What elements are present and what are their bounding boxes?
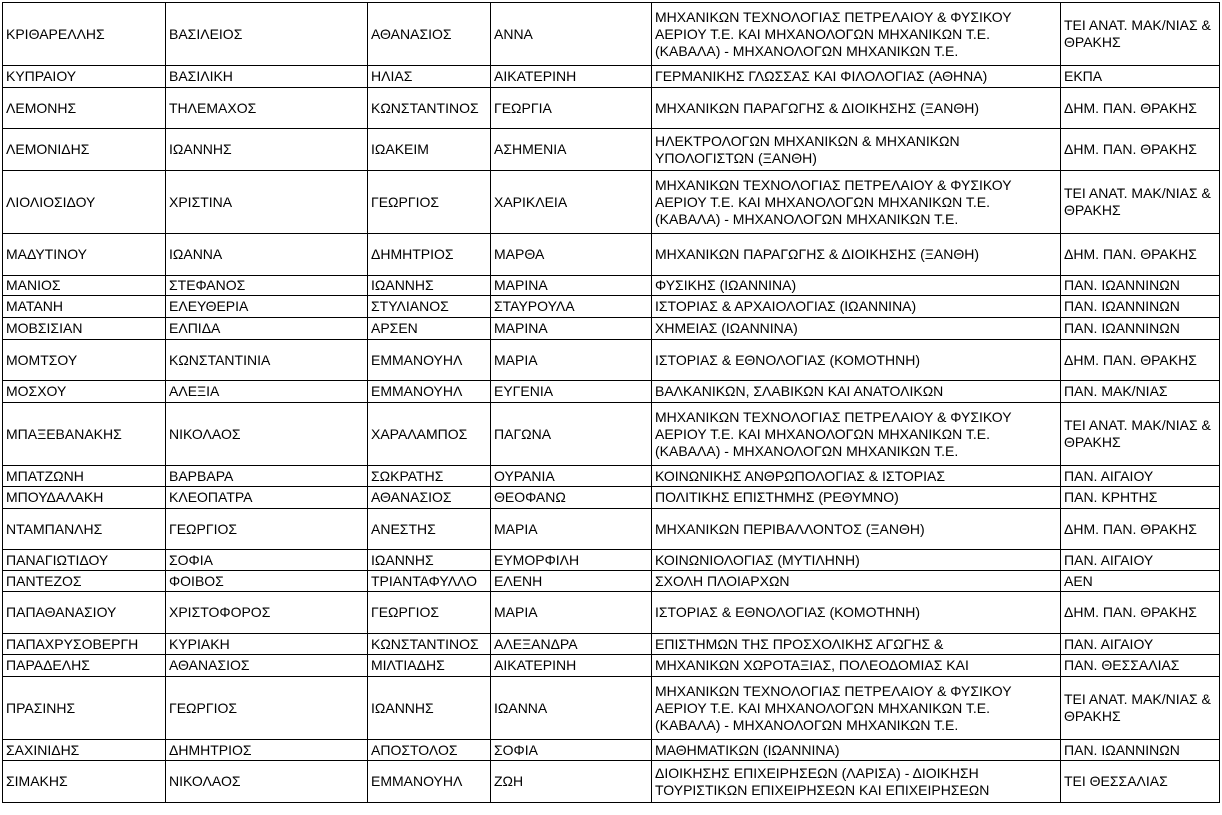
cell-department: ΜΗΧΑΝΙΚΩΝ ΤΕΧΝΟΛΟΓΙΑΣ ΠΕΤΡΕΛΑΙΟΥ & ΦΥΣΙΚΟΥ ΑΕΡΙΟΥ Τ.Ε. ΚΑΙ ΜΗΧΑΝΟΛΟΓΩΝ ΜΗΧΑΝΙΚΩΝ Τ.Ε. (ΚΑΒΑΛΑ) - ΜΗΧΑΝΟΛΟΓΩΝ ΜΗΧΑΝΙΚΩΝ Τ.Ε.	[652, 403, 1061, 466]
cell-department: ΒΑΛΚΑΝΙΚΩΝ, ΣΛΑΒΙΚΩΝ ΚΑΙ ΑΝΑΤΟΛΙΚΩΝ	[652, 381, 1061, 403]
cell-department: ΜΗΧΑΝΙΚΩΝ ΤΕΧΝΟΛΟΓΙΑΣ ΠΕΤΡΕΛΑΙΟΥ & ΦΥΣΙΚΟΥ ΑΕΡΙΟΥ Τ.Ε. ΚΑΙ ΜΗΧΑΝΟΛΟΓΩΝ ΜΗΧΑΝΙΚΩΝ Τ.Ε. (ΚΑΒΑΛΑ) - ΜΗΧΑΝΟΛΟΓΩΝ ΜΗΧΑΝΙΚΩΝ Τ.Ε.	[652, 171, 1061, 234]
cell-first-name: ΧΡΙΣΤΙΝΑ	[166, 171, 368, 234]
cell-institution: ΔΗΜ. ΠΑΝ. ΘΡΑΚΗΣ	[1061, 340, 1220, 381]
cell-surname: ΜΠΑΞΕΒΑΝΑΚΗΣ	[3, 403, 166, 466]
table-row	[3, 276, 1220, 296]
cell-institution: ΔΗΜ. ΠΑΝ. ΘΡΑΚΗΣ	[1061, 129, 1220, 171]
table-row	[3, 634, 1220, 655]
cell-father-name: ΙΩΑΚΕΙΜ	[368, 129, 491, 171]
cell-department: ΦΥΣΙΚΗΣ (ΙΩΑΝΝΙΝΑ)	[652, 276, 1061, 296]
cell-surname: ΜΑΤΑΝΗ	[3, 296, 166, 318]
cell-mother-name: ΣΟΦΙΑ	[491, 740, 652, 761]
table-row	[3, 3, 1220, 66]
cell-department: ΓΕΡΜΑΝΙΚΗΣ ΓΛΩΣΣΑΣ ΚΑΙ ΦΙΛΟΛΟΓΙΑΣ (ΑΘΗΝΑ)	[652, 66, 1061, 88]
table-row	[3, 296, 1220, 318]
cell-department: ΜΗΧΑΝΙΚΩΝ ΤΕΧΝΟΛΟΓΙΑΣ ΠΕΤΡΕΛΑΙΟΥ & ΦΥΣΙΚΟΥ ΑΕΡΙΟΥ Τ.Ε. ΚΑΙ ΜΗΧΑΝΟΛΟΓΩΝ ΜΗΧΑΝΙΚΩΝ Τ.Ε. (ΚΑΒΑΛΑ) - ΜΗΧΑΝΟΛΟΓΩΝ ΜΗΧΑΝΙΚΩΝ Τ.Ε.	[652, 677, 1061, 740]
table-row	[3, 592, 1220, 634]
cell-surname: ΜΑΝΙΟΣ	[3, 276, 166, 296]
table-row	[3, 655, 1220, 677]
cell-father-name: ΑΝΕΣΤΗΣ	[368, 509, 491, 550]
table-row	[3, 509, 1220, 550]
table-row	[3, 550, 1220, 571]
cell-surname: ΜΠΟΥΔΑΛΑΚΗ	[3, 487, 166, 509]
cell-mother-name: ΑΝΝΑ	[491, 3, 652, 66]
table-row	[3, 571, 1220, 592]
table-row	[3, 487, 1220, 509]
cell-father-name: ΙΩΑΝΝΗΣ	[368, 276, 491, 296]
cell-first-name: ΙΩΑΝΝΑ	[166, 234, 368, 276]
cell-mother-name: ΑΣΗΜΕΝΙΑ	[491, 129, 652, 171]
cell-father-name: ΕΜΜΑΝΟΥΗΛ	[368, 340, 491, 381]
cell-mother-name: ΧΑΡΙΚΛΕΙΑ	[491, 171, 652, 234]
cell-department: ΜΗΧΑΝΙΚΩΝ ΤΕΧΝΟΛΟΓΙΑΣ ΠΕΤΡΕΛΑΙΟΥ & ΦΥΣΙΚΟΥ ΑΕΡΙΟΥ Τ.Ε. ΚΑΙ ΜΗΧΑΝΟΛΟΓΩΝ ΜΗΧΑΝΙΚΩΝ Τ.Ε. (ΚΑΒΑΛΑ) - ΜΗΧΑΝΟΛΟΓΩΝ ΜΗΧΑΝΙΚΩΝ Τ.Ε.	[652, 3, 1061, 66]
cell-mother-name: ΕΥΓΕΝΙΑ	[491, 381, 652, 403]
table-row	[3, 740, 1220, 761]
cell-surname: ΛΕΜΟΝΙΔΗΣ	[3, 129, 166, 171]
table-row	[3, 234, 1220, 276]
cell-department: ΠΟΛΙΤΙΚΗΣ ΕΠΙΣΤΗΜΗΣ (ΡΕΘΥΜΝΟ)	[652, 487, 1061, 509]
table-row	[3, 66, 1220, 88]
cell-father-name: ΣΩΚΡΑΤΗΣ	[368, 466, 491, 487]
cell-institution: ΔΗΜ. ΠΑΝ. ΘΡΑΚΗΣ	[1061, 592, 1220, 634]
cell-first-name: ΝΙΚΟΛΑΟΣ	[166, 761, 368, 803]
cell-father-name: ΚΩΝΣΤΑΝΤΙΝΟΣ	[368, 634, 491, 655]
cell-mother-name: ΕΥΜΟΡΦΙΛΗ	[491, 550, 652, 571]
cell-institution: ΔΗΜ. ΠΑΝ. ΘΡΑΚΗΣ	[1061, 234, 1220, 276]
cell-surname: ΠΡΑΣΙΝΗΣ	[3, 677, 166, 740]
cell-first-name: ΔΗΜΗΤΡΙΟΣ	[166, 740, 368, 761]
cell-department: ΗΛΕΚΤΡΟΛΟΓΩΝ ΜΗΧΑΝΙΚΩΝ & ΜΗΧΑΝΙΚΩΝ ΥΠΟΛΟΓΙΣΤΩΝ (ΞΑΝΘΗ)	[652, 129, 1061, 171]
cell-father-name: ΑΡΣΕΝ	[368, 318, 491, 340]
cell-institution: ΠΑΝ. ΙΩΑΝΝΙΝΩΝ	[1061, 318, 1220, 340]
cell-institution: ΠΑΝ. ΑΙΓΑΙΟΥ	[1061, 466, 1220, 487]
cell-department: ΚΟΙΝΩΝΙΟΛΟΓΙΑΣ (ΜΥΤΙΛΗΝΗ)	[652, 550, 1061, 571]
cell-father-name: ΑΠΟΣΤΟΛΟΣ	[368, 740, 491, 761]
cell-institution: ΑΕΝ	[1061, 571, 1220, 592]
cell-first-name: ΕΛΕΥΘΕΡΙΑ	[166, 296, 368, 318]
cell-mother-name: ΠΑΓΩΝΑ	[491, 403, 652, 466]
cell-father-name: ΑΘΑΝΑΣΙΟΣ	[368, 3, 491, 66]
cell-surname: ΠΑΡΑΔΕΛΗΣ	[3, 655, 166, 677]
cell-department: ΣΧΟΛΗ ΠΛΟΙΑΡΧΩΝ	[652, 571, 1061, 592]
cell-mother-name: ΜΑΡΙΝΑ	[491, 276, 652, 296]
cell-first-name: ΑΘΑΝΑΣΙΟΣ	[166, 655, 368, 677]
cell-institution: ΠΑΝ. ΘΕΣΣΑΛΙΑΣ	[1061, 655, 1220, 677]
cell-surname: ΠΑΝΑΓΙΩΤΙΔΟΥ	[3, 550, 166, 571]
cell-surname: ΣΑΧΙΝΙΔΗΣ	[3, 740, 166, 761]
cell-mother-name: ΜΑΡΙΑ	[491, 509, 652, 550]
cell-department: ΧΗΜΕΙΑΣ (ΙΩΑΝΝΙΝΑ)	[652, 318, 1061, 340]
cell-first-name: ΤΗΛΕΜΑΧΟΣ	[166, 88, 368, 129]
cell-first-name: ΚΥΡΙΑΚΗ	[166, 634, 368, 655]
cell-institution: ΤΕΙ ΑΝΑΤ. ΜΑΚ/ΝΙΑΣ & ΘΡΑΚΗΣ	[1061, 171, 1220, 234]
cell-department: ΕΠΙΣΤΗΜΩΝ ΤΗΣ ΠΡΟΣΧΟΛΙΚΗΣ ΑΓΩΓΗΣ &	[652, 634, 1061, 655]
table-row	[3, 466, 1220, 487]
table-row	[3, 129, 1220, 171]
table-row	[3, 340, 1220, 381]
table-row	[3, 171, 1220, 234]
cell-mother-name: ΣΤΑΥΡΟΥΛΑ	[491, 296, 652, 318]
cell-surname: ΜΟΒΣΙΣΙΑΝ	[3, 318, 166, 340]
cell-department: ΙΣΤΟΡΙΑΣ & ΕΘΝΟΛΟΓΙΑΣ (ΚΟΜΟΤΗΝΗ)	[652, 592, 1061, 634]
cell-institution: ΠΑΝ. ΙΩΑΝΝΙΝΩΝ	[1061, 740, 1220, 761]
cell-first-name: ΧΡΙΣΤΟΦΟΡΟΣ	[166, 592, 368, 634]
cell-institution: ΔΗΜ. ΠΑΝ. ΘΡΑΚΗΣ	[1061, 88, 1220, 129]
cell-mother-name: ΖΩΗ	[491, 761, 652, 803]
table-row	[3, 677, 1220, 740]
table-row	[3, 381, 1220, 403]
cell-mother-name: ΑΙΚΑΤΕΡΙΝΗ	[491, 655, 652, 677]
cell-mother-name: ΜΑΡΙΑ	[491, 592, 652, 634]
cell-department: ΚΟΙΝΩΝΙΚΗΣ ΑΝΘΡΩΠΟΛΟΓΙΑΣ & ΙΣΤΟΡΙΑΣ	[652, 466, 1061, 487]
cell-surname: ΛΙΟΛΙΟΣΙΔΟΥ	[3, 171, 166, 234]
cell-surname: ΚΥΠΡΑΙΟΥ	[3, 66, 166, 88]
table-row	[3, 318, 1220, 340]
cell-father-name: ΚΩΝΣΤΑΝΤΙΝΟΣ	[368, 88, 491, 129]
cell-surname: ΠΑΠΑΧΡΥΣΟΒΕΡΓΗ	[3, 634, 166, 655]
cell-department: ΔΙΟΙΚΗΣΗΣ ΕΠΙΧΕΙΡΗΣΕΩΝ (ΛΑΡΙΣΑ) - ΔΙΟΙΚΗΣΗ ΤΟΥΡΙΣΤΙΚΩΝ ΕΠΙΧΕΙΡΗΣΕΩΝ ΚΑΙ ΕΠΙΧΕΙΡΗΣΕΩΝ	[652, 761, 1061, 803]
cell-surname: ΛΕΜΟΝΗΣ	[3, 88, 166, 129]
cell-first-name: ΚΛΕΟΠΑΤΡΑ	[166, 487, 368, 509]
cell-father-name: ΗΛΙΑΣ	[368, 66, 491, 88]
cell-department: ΜΗΧΑΝΙΚΩΝ ΧΩΡΟΤΑΞΙΑΣ, ΠΟΛΕΟΔΟΜΙΑΣ ΚΑΙ	[652, 655, 1061, 677]
results-table	[2, 2, 1220, 803]
table-row	[3, 761, 1220, 803]
cell-institution: ΕΚΠΑ	[1061, 66, 1220, 88]
cell-first-name: ΑΛΕΞΙΑ	[166, 381, 368, 403]
cell-institution: ΤΕΙ ΑΝΑΤ. ΜΑΚ/ΝΙΑΣ & ΘΡΑΚΗΣ	[1061, 677, 1220, 740]
table-body	[3, 3, 1220, 803]
cell-surname: ΜΟΣΧΟΥ	[3, 381, 166, 403]
cell-father-name: ΕΜΜΑΝΟΥΗΛ	[368, 761, 491, 803]
cell-surname: ΜΟΜΤΣΟΥ	[3, 340, 166, 381]
cell-institution: ΠΑΝ. ΑΙΓΑΙΟΥ	[1061, 550, 1220, 571]
table-row	[3, 88, 1220, 129]
cell-mother-name: ΙΩΑΝΝΑ	[491, 677, 652, 740]
cell-surname: ΠΑΝΤΕΖΟΣ	[3, 571, 166, 592]
cell-first-name: ΒΑΡΒΑΡΑ	[166, 466, 368, 487]
cell-father-name: ΔΗΜΗΤΡΙΟΣ	[368, 234, 491, 276]
cell-mother-name: ΜΑΡΙΑ	[491, 340, 652, 381]
cell-mother-name: ΜΑΡΘΑ	[491, 234, 652, 276]
cell-first-name: ΙΩΑΝΝΗΣ	[166, 129, 368, 171]
cell-mother-name: ΜΑΡΙΝΑ	[491, 318, 652, 340]
cell-mother-name: ΕΛΕΝΗ	[491, 571, 652, 592]
cell-surname: ΚΡΙΘΑΡΕΛΛΗΣ	[3, 3, 166, 66]
cell-department: ΜΑΘΗΜΑΤΙΚΩΝ (ΙΩΑΝΝΙΝΑ)	[652, 740, 1061, 761]
cell-father-name: ΕΜΜΑΝΟΥΗΛ	[368, 381, 491, 403]
cell-institution: ΤΕΙ ΑΝΑΤ. ΜΑΚ/ΝΙΑΣ & ΘΡΑΚΗΣ	[1061, 403, 1220, 466]
cell-mother-name: ΑΙΚΑΤΕΡΙΝΗ	[491, 66, 652, 88]
cell-surname: ΝΤΑΜΠΑΝΛΗΣ	[3, 509, 166, 550]
cell-first-name: ΝΙΚΟΛΑΟΣ	[166, 403, 368, 466]
cell-institution: ΠΑΝ. ΚΡΗΤΗΣ	[1061, 487, 1220, 509]
cell-institution: ΔΗΜ. ΠΑΝ. ΘΡΑΚΗΣ	[1061, 509, 1220, 550]
cell-institution: ΠΑΝ. ΑΙΓΑΙΟΥ	[1061, 634, 1220, 655]
cell-department: ΙΣΤΟΡΙΑΣ & ΕΘΝΟΛΟΓΙΑΣ (ΚΟΜΟΤΗΝΗ)	[652, 340, 1061, 381]
cell-department: ΜΗΧΑΝΙΚΩΝ ΠΑΡΑΓΩΓΗΣ & ΔΙΟΙΚΗΣΗΣ (ΞΑΝΘΗ)	[652, 234, 1061, 276]
cell-first-name: ΒΑΣΙΛΙΚΗ	[166, 66, 368, 88]
cell-father-name: ΣΤΥΛΙΑΝΟΣ	[368, 296, 491, 318]
cell-father-name: ΑΘΑΝΑΣΙΟΣ	[368, 487, 491, 509]
cell-father-name: ΙΩΑΝΝΗΣ	[368, 677, 491, 740]
cell-father-name: ΙΩΑΝΝΗΣ	[368, 550, 491, 571]
cell-first-name: ΓΕΩΡΓΙΟΣ	[166, 509, 368, 550]
cell-father-name: ΜΙΛΤΙΑΔΗΣ	[368, 655, 491, 677]
cell-first-name: ΣΤΕΦΑΝΟΣ	[166, 276, 368, 296]
cell-surname: ΠΑΠΑΘΑΝΑΣΙΟΥ	[3, 592, 166, 634]
cell-mother-name: ΑΛΕΞΑΝΔΡΑ	[491, 634, 652, 655]
cell-department: ΙΣΤΟΡΙΑΣ & ΑΡΧΑΙΟΛΟΓΙΑΣ (ΙΩΑΝΝΙΝΑ)	[652, 296, 1061, 318]
cell-first-name: ΒΑΣΙΛΕΙΟΣ	[166, 3, 368, 66]
cell-first-name: ΕΛΠΙΔΑ	[166, 318, 368, 340]
cell-institution: ΠΑΝ. ΙΩΑΝΝΙΝΩΝ	[1061, 296, 1220, 318]
cell-first-name: ΚΩΝΣΤΑΝΤΙΝΙΑ	[166, 340, 368, 381]
cell-first-name: ΦΟΙΒΟΣ	[166, 571, 368, 592]
cell-mother-name: ΓΕΩΡΓΙΑ	[491, 88, 652, 129]
cell-first-name: ΣΟΦΙΑ	[166, 550, 368, 571]
cell-father-name: ΧΑΡΑΛΑΜΠΟΣ	[368, 403, 491, 466]
cell-institution: ΤΕΙ ΘΕΣΣΑΛΙΑΣ	[1061, 761, 1220, 803]
cell-mother-name: ΟΥΡΑΝΙΑ	[491, 466, 652, 487]
cell-institution: ΠΑΝ. ΙΩΑΝΝΙΝΩΝ	[1061, 276, 1220, 296]
cell-father-name: ΓΕΩΡΓΙΟΣ	[368, 592, 491, 634]
cell-institution: ΠΑΝ. ΜΑΚ/ΝΙΑΣ	[1061, 381, 1220, 403]
cell-first-name: ΓΕΩΡΓΙΟΣ	[166, 677, 368, 740]
cell-surname: ΜΠΑΤΖΩΝΗ	[3, 466, 166, 487]
cell-father-name: ΓΕΩΡΓΙΟΣ	[368, 171, 491, 234]
cell-department: ΜΗΧΑΝΙΚΩΝ ΠΑΡΑΓΩΓΗΣ & ΔΙΟΙΚΗΣΗΣ (ΞΑΝΘΗ)	[652, 88, 1061, 129]
cell-surname: ΜΑΔΥΤΙΝΟΥ	[3, 234, 166, 276]
cell-surname: ΣΙΜΑΚΗΣ	[3, 761, 166, 803]
table-row	[3, 403, 1220, 466]
cell-father-name: ΤΡΙΑΝΤΑΦΥΛΛΟ	[368, 571, 491, 592]
cell-institution: ΤΕΙ ΑΝΑΤ. ΜΑΚ/ΝΙΑΣ & ΘΡΑΚΗΣ	[1061, 3, 1220, 66]
cell-department: ΜΗΧΑΝΙΚΩΝ ΠΕΡΙΒΑΛΛΟΝΤΟΣ (ΞΑΝΘΗ)	[652, 509, 1061, 550]
cell-mother-name: ΘΕΟΦΑΝΩ	[491, 487, 652, 509]
